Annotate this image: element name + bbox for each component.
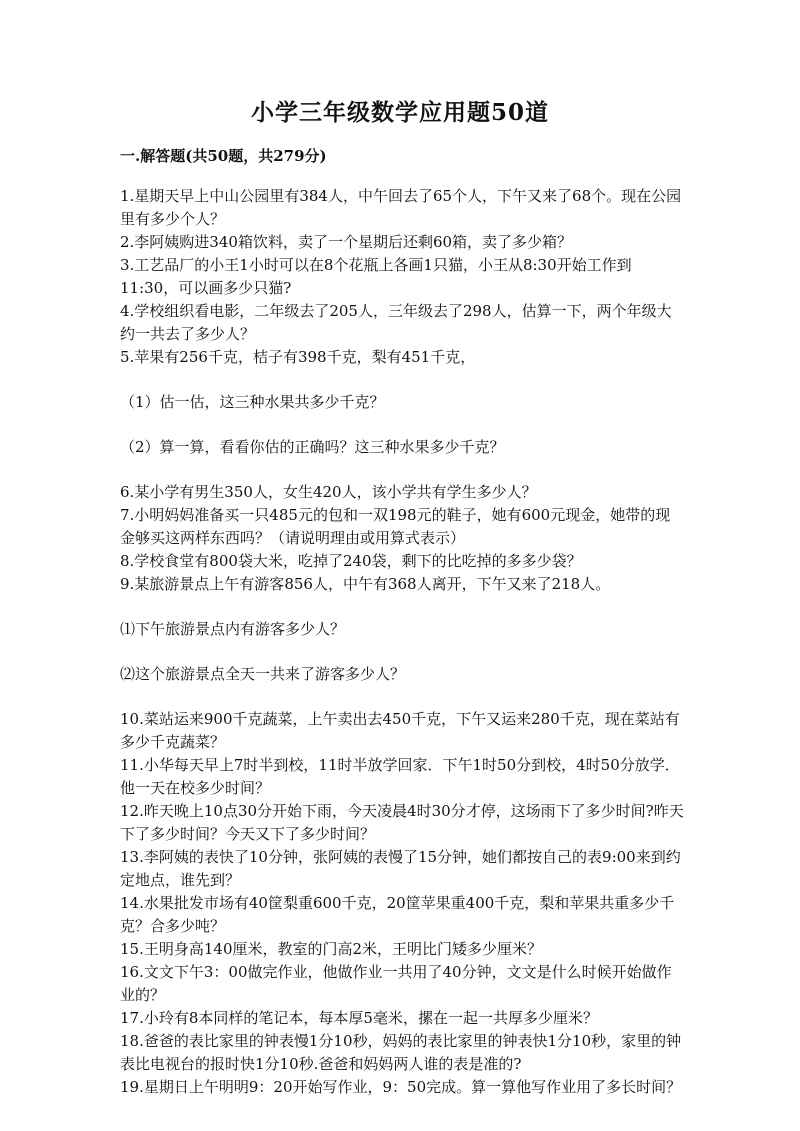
- question-list: [120, 185, 685, 1099]
- question-7: 7.小明妈妈准备买一只485元的包和一双198元的鞋子，她有600元现金，她带的现金够买这两样东西吗？（请说明理由或用算式表示）: [120, 506, 671, 547]
- page-title: 小学三年级数学应用题50道: [250, 99, 549, 126]
- question-10: 10.菜站运来900千克蔬菜，上午卖出去450千克，下午又运来280千克，现在菜站有多少千克蔬菜？: [120, 710, 680, 751]
- question-18: 18.爸爸的表比家里的钟表慢1分10秒，妈妈的表比家里的钟表快1分10秒，家里的钟表比电视台的报时快1分10秒.爸爸和妈妈两人谁的表是准的?: [120, 1032, 682, 1073]
- question-14: 14.水果批发市场有40筐梨重600千克，20筐苹果重400千克，梨和苹果共重多少千克？合多少吨？: [120, 894, 675, 935]
- question-17: 17.小玲有8本同样的笔记本，每本厚5毫米，摞在一起一共厚多少厘米？: [120, 1009, 598, 1027]
- question-15: 15.王明身高140厘米，教室的门高2米，王明比门矮多少厘米？: [120, 940, 543, 958]
- question-11: 11.小华每天早上7时半到校，11时半放学回家．下午1时50分到校，4时50分放学．他一天在校多少时间？: [120, 756, 680, 797]
- question-19: 19.星期日上午明明9：20开始写作业，9：50完成。算一算他写作业用了多长时间？: [120, 1078, 682, 1096]
- question-6: 6.某小学有男生350人，女生420人，该小学共有学生多少人？: [120, 483, 537, 501]
- section-heading: 一.解答题(共50题，共279分): [120, 147, 327, 165]
- question-3: 3.工艺品厂的小王1小时可以在8个花瓶上各画1只猫，小王从8:30开始工作到11:30，可以画多少只猫?: [120, 256, 632, 297]
- question-8: 8.学校食堂有800袋大米，吃掉了240袋，剩下的比吃掉的多多少袋？: [120, 552, 582, 570]
- question-16: 16.文文下午3：00做完作业，他做作业一共用了40分钟，文文是什么时候开始做作业的？: [120, 963, 672, 1004]
- question-5-part-1: （1）估一估，这三种水果共多少千克？: [120, 393, 385, 411]
- question-13: 13.李阿姨的表快了10分钟，张阿姨的表慢了15分钟，她们都按自己的表9:00来到约定地点，谁先到？: [120, 848, 681, 889]
- question-9-part-2: ⑵这个旅游景点全天一共来了游客多少人？: [120, 665, 406, 683]
- question-5-part-2: （2）算一算，看看你估的正确吗？这三种水果多少千克？: [120, 438, 505, 456]
- question-12: 12.昨天晚上10点30分开始下雨，今天凌晨4时30分才停，这场雨下了多少时间?昨天下了多少时间？今天又下了多少时间？: [120, 802, 684, 843]
- question-9: 9.某旅游景点上午有游客856人，中午有368人离开，下午又来了218人。: [120, 575, 611, 593]
- question-4: 4.学校组织看电影，二年级去了205人，三年级去了298人，估算一下，两个年级大约一共去了多少人？: [120, 302, 672, 343]
- question-9-part-1: ⑴下午旅游景点内有游客多少人？: [120, 620, 346, 638]
- question-1: 1.星期天早上中山公园里有384人，中午回去了65个人，下午又来了68个。现在公园里有多少个人？: [120, 187, 682, 228]
- question-2: 2.李阿姨购进340箱饮料，卖了一个星期后还剩60箱，卖了多少箱？: [120, 233, 573, 251]
- question-5: 5.苹果有256千克，桔子有398千克，梨有451千克，: [120, 348, 476, 366]
